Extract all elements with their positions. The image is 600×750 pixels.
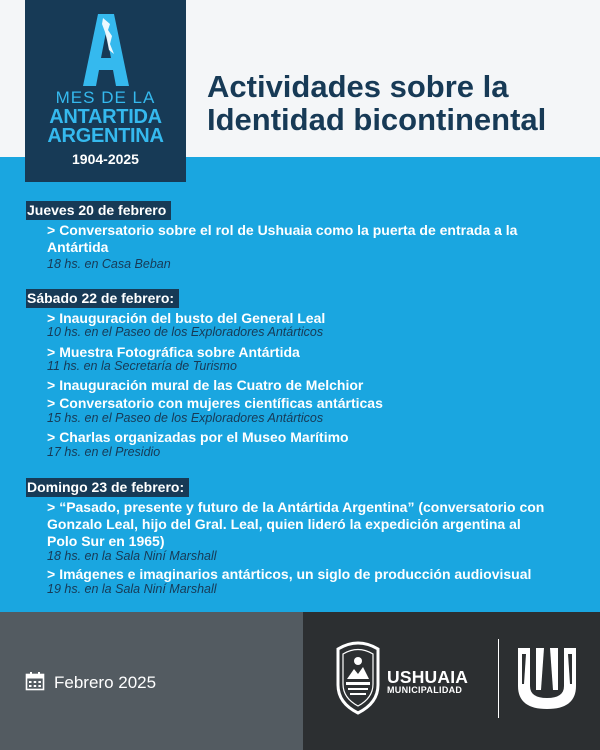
activity-title-cont: Gonzalo Leal, hijo del Gral. Leal, quien lideró la expedición argentina al (47, 516, 521, 532)
divider (498, 639, 499, 718)
arrow-icon: > (47, 566, 56, 582)
arrow-icon: > (47, 395, 56, 411)
activity-title-text: “Pasado, presente y futuro de la Antártida Argentina” (conversatorio con (59, 499, 545, 515)
activity-title (47, 429, 577, 446)
arrow-icon: > (47, 499, 56, 515)
arrow-icon: > (47, 377, 56, 393)
arrow-icon: > (47, 429, 56, 445)
activities-list (0, 157, 600, 612)
footer-date: Febrero 2025 (54, 673, 157, 692)
activity-title (47, 222, 577, 239)
activity-title-text: Inauguración mural de las Cuatro de Melchior (59, 377, 364, 393)
footer-date-panel (0, 612, 303, 750)
day-label: Domingo 23 de febrero: (26, 478, 189, 497)
activity-detail: 18 hs. en la Sala Niní Marshall (47, 549, 217, 563)
page-title (207, 70, 546, 136)
logo-line-3: ARGENTINA (47, 125, 164, 147)
activity-detail: 10 hs. en el Paseo de los Exploradores Antárticos (47, 325, 324, 339)
activity-title-text: Imágenes e imaginarios antárticos, un siglo de producción audiovisual (59, 566, 532, 582)
title-line-2: Identidad bicontinental (207, 102, 547, 137)
ushuaia-crest-icon (332, 639, 384, 715)
day-label: Jueves 20 de febrero (26, 201, 171, 220)
calendar-icon (25, 671, 45, 691)
day-label: Sábado 22 de febrero: (26, 289, 179, 308)
arrow-icon: > (47, 222, 56, 238)
ushuaia-u-logo-icon (514, 646, 580, 710)
activity-title-text: Inauguración del busto del General Leal (59, 310, 326, 326)
arrow-icon: > (47, 344, 56, 360)
activity-title (47, 499, 577, 516)
activity-detail: 19 hs. en la Sala Niní Marshall (47, 582, 217, 596)
activity-detail: 11 hs. en la Secretaría de Turismo (47, 359, 237, 373)
title-line-1: Actividades sobre la (207, 69, 509, 104)
activity-detail: 18 hs. en Casa Beban (47, 257, 171, 271)
letter-a-logo-icon (83, 14, 129, 86)
antarctica-month-logo (25, 0, 186, 182)
logo-line-1: MES DE LA (55, 88, 156, 107)
activity-title-cont: Polo Sur en 1965) (47, 533, 165, 549)
logo-years: 1904-2025 (72, 151, 139, 167)
activity-title-text: Charlas organizadas por el Museo Marítimo (59, 429, 349, 445)
activity-title (47, 377, 577, 394)
activity-title-cont: Antártida (47, 239, 109, 255)
activity-detail: 17 hs. en el Presidio (47, 445, 161, 459)
activity-title (47, 395, 577, 412)
activity-title-text: Conversatorio con mujeres científicas antárticas (59, 395, 383, 411)
footer-brand-panel (303, 612, 600, 750)
brand-name: USHUAIA (387, 667, 469, 687)
logo-line-2: ANTARTIDA (49, 106, 162, 128)
activity-title-text: Muestra Fotográfica sobre Antártida (59, 344, 300, 360)
arrow-icon: > (47, 310, 56, 326)
activity-title (47, 566, 577, 583)
activity-detail: 15 hs. en el Paseo de los Exploradores Antárticos (47, 411, 324, 425)
brand-subtitle: MUNICIPALIDAD (387, 685, 463, 695)
activity-title-text: Conversatorio sobre el rol de Ushuaia como la puerta de entrada a la (59, 222, 518, 238)
